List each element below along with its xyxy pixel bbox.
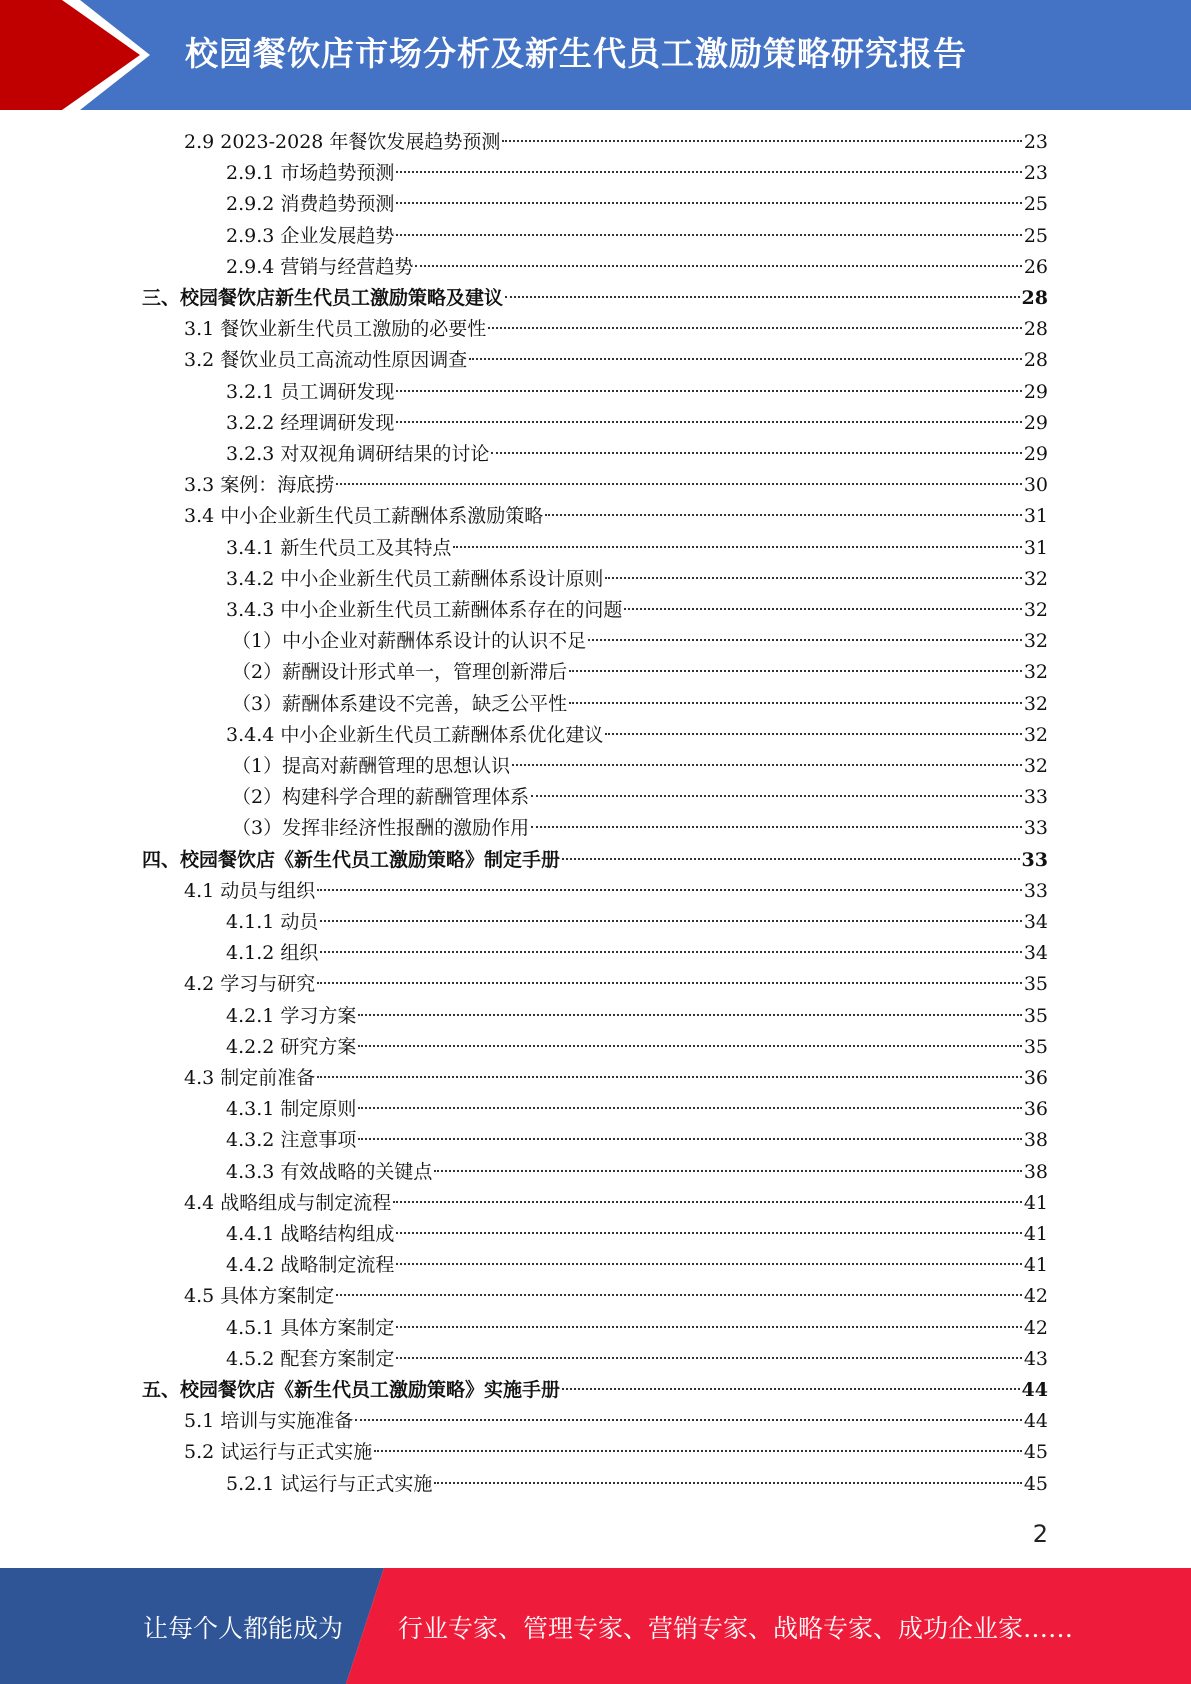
toc-entry[interactable]	[184, 1188, 1048, 1219]
toc-entry-page: 29	[1023, 411, 1048, 434]
toc-entry-page: 32	[1023, 567, 1048, 590]
toc-entry-label: （2）构建科学合理的薪酬管理体系	[232, 786, 530, 809]
toc-entry[interactable]	[142, 1375, 1048, 1406]
toc-entry[interactable]	[184, 127, 1048, 158]
toc-entry-label: 4.3 制定前准备	[184, 1067, 316, 1089]
toc-entry-label: （3）薪酬体系建设不完善，缺乏公平性	[232, 692, 568, 715]
toc-dot-leader	[393, 1201, 1022, 1203]
toc-entry-page: 41	[1023, 1254, 1048, 1277]
toc-entry[interactable]	[226, 1250, 1048, 1281]
toc-entry[interactable]	[226, 1344, 1048, 1375]
toc-entry-label: 4.3.1 制定原则	[226, 1098, 357, 1121]
toc-entry-label: （3）发挥非经济性报酬的激励作用	[232, 817, 530, 840]
header-arrow-decoration	[0, 0, 160, 110]
toc-dot-leader	[434, 1170, 1021, 1172]
toc-entry-page: 44	[1023, 1410, 1048, 1433]
toc-entry[interactable]	[226, 408, 1048, 439]
toc-dot-leader	[396, 1326, 1021, 1328]
toc-entry-page: 32	[1023, 661, 1048, 684]
toc-dot-leader	[355, 1419, 1022, 1421]
toc-dot-leader	[512, 764, 1022, 766]
toc-entry[interactable]	[184, 1063, 1048, 1094]
toc-entry-label: 3.4.2 中小企业新生代员工薪酬体系设计原则	[226, 567, 604, 590]
footer-slogan-right: 行业专家、管理专家、营销专家、战略专家、成功企业家……	[398, 1614, 1074, 1643]
toc-entry[interactable]	[184, 345, 1048, 376]
toc-entry[interactable]	[226, 189, 1048, 220]
toc-entry-page: 42	[1023, 1285, 1048, 1308]
toc-entry[interactable]	[232, 689, 1048, 720]
toc-dot-leader	[491, 452, 1021, 454]
page-footer	[0, 1568, 1191, 1684]
report-title: 校园餐饮店市场分析及新生代员工激励策略研究报告	[185, 34, 967, 73]
toc-dot-leader	[569, 670, 1022, 672]
toc-entry-page: 30	[1023, 474, 1048, 497]
toc-entry[interactable]	[226, 564, 1048, 595]
toc-entry-page: 44	[1021, 1379, 1048, 1401]
toc-entry[interactable]	[226, 1094, 1048, 1125]
toc-entry[interactable]	[226, 1032, 1048, 1063]
toc-entry-page: 28	[1021, 287, 1048, 309]
toc-entry-label: 4.4.2 战略制定流程	[226, 1254, 395, 1277]
toc-dot-leader	[562, 1388, 1020, 1390]
toc-entry[interactable]	[226, 720, 1048, 751]
toc-dot-leader	[502, 140, 1021, 142]
toc-entry-page: 23	[1023, 131, 1048, 153]
toc-dot-leader	[396, 234, 1021, 236]
toc-entry[interactable]	[226, 1125, 1048, 1156]
toc-entry-page: 43	[1023, 1347, 1048, 1370]
toc-entry[interactable]	[226, 938, 1048, 969]
toc-entry[interactable]	[184, 314, 1048, 345]
toc-entry[interactable]	[226, 1157, 1048, 1188]
toc-entry[interactable]	[142, 283, 1048, 314]
toc-entry-page: 33	[1023, 879, 1048, 902]
toc-entry-label: 3.4.3 中小企业新生代员工薪酬体系存在的问题	[226, 599, 623, 621]
toc-dot-leader	[358, 1045, 1021, 1047]
toc-entry-label: 4.4.1 战略结构组成	[226, 1223, 395, 1245]
toc-dot-leader	[317, 889, 1022, 891]
toc-dot-leader	[469, 358, 1022, 360]
toc-entry-page: 33	[1021, 848, 1048, 871]
toc-entry-label: 3.1 餐饮业新生代员工激励的必要性	[184, 318, 487, 341]
toc-entry-label: 三、校园餐饮店新生代员工激励策略及建议	[142, 287, 504, 309]
toc-entry-page: 32	[1023, 755, 1048, 777]
toc-dot-leader	[396, 202, 1021, 204]
toc-dot-leader	[374, 1450, 1022, 1452]
toc-dot-leader	[336, 483, 1022, 485]
toc-entry-page: 34	[1023, 911, 1048, 933]
toc-entry-label: 4.5.1 具体方案制定	[226, 1316, 395, 1339]
toc-entry-page: 34	[1023, 942, 1048, 965]
toc-dot-leader	[453, 546, 1021, 548]
toc-entry[interactable]	[226, 1219, 1048, 1250]
toc-entry[interactable]	[226, 595, 1048, 626]
toc-entry-page: 32	[1023, 692, 1048, 715]
toc-entry-page: 28	[1023, 318, 1048, 341]
toc-entry[interactable]	[232, 626, 1048, 657]
toc-dot-leader	[624, 608, 1021, 610]
toc-entry-label: 4.2.1 学习方案	[226, 1004, 357, 1027]
toc-dot-leader	[396, 1357, 1021, 1359]
toc-entry[interactable]	[226, 439, 1048, 470]
toc-entry-label: 5.2.1 试运行与正式实施	[226, 1472, 433, 1495]
toc-entry-label: 4.3.3 有效战略的关键点	[226, 1160, 433, 1183]
toc-entry-label: 4.5 具体方案制定	[184, 1285, 335, 1308]
toc-entry-label: 3.4.1 新生代员工及其特点	[226, 536, 452, 559]
toc-dot-leader	[488, 327, 1022, 329]
toc-dot-leader	[317, 1076, 1022, 1078]
toc-entry-label: 2.9.4 营销与经营趋势	[226, 255, 414, 278]
toc-entry-page: 23	[1023, 162, 1048, 185]
toc-entry[interactable]	[232, 813, 1048, 844]
toc-entry[interactable]	[226, 533, 1048, 564]
toc-entry[interactable]	[184, 1437, 1048, 1468]
toc-entry[interactable]	[226, 221, 1048, 252]
toc-entry-page: 33	[1023, 817, 1048, 840]
toc-entry-label: 5.2 试运行与正式实施	[184, 1441, 373, 1464]
toc-entry-label: 3.2.1 员工调研发现	[226, 380, 395, 403]
toc-entry-page: 32	[1023, 723, 1048, 746]
toc-dot-leader	[317, 982, 1022, 984]
toc-entry-label: 4.1.2 组织	[226, 942, 319, 965]
toc-entry-page: 42	[1023, 1316, 1048, 1339]
toc-dot-leader	[545, 514, 1022, 516]
toc-entry-label: 3.4.4 中小企业新生代员工薪酬体系优化建议	[226, 723, 604, 746]
toc-dot-leader	[531, 795, 1022, 797]
toc-dot-leader	[358, 1107, 1021, 1109]
toc-entry-page: 35	[1023, 1004, 1048, 1027]
toc-entry-label: 4.2 学习与研究	[184, 973, 316, 996]
toc-entry-page: 28	[1023, 349, 1048, 372]
toc-dot-leader	[562, 858, 1020, 860]
toc-entry-label: （2）薪酬设计形式单一，管理创新滞后	[232, 661, 568, 684]
toc-dot-leader	[569, 702, 1022, 704]
toc-entry-label: 4.2.2 研究方案	[226, 1035, 357, 1058]
toc-dot-leader	[605, 577, 1021, 579]
toc-dot-leader	[396, 421, 1021, 423]
toc-entry-page: 36	[1023, 1098, 1048, 1121]
page-header	[0, 0, 1191, 110]
toc-entry[interactable]	[226, 252, 1048, 283]
toc-entry-label: 3.2.2 经理调研发现	[226, 411, 395, 434]
toc-entry-page: 32	[1023, 630, 1048, 653]
footer-slogan-left: 让每个人都能成为	[143, 1614, 344, 1643]
toc-entry[interactable]	[226, 1469, 1048, 1500]
toc-entry[interactable]	[226, 1001, 1048, 1032]
toc-entry-page: 36	[1023, 1067, 1048, 1089]
toc-entry[interactable]	[142, 845, 1048, 876]
toc-entry[interactable]	[184, 470, 1048, 501]
toc-dot-leader	[505, 296, 1020, 298]
toc-entry[interactable]	[184, 1281, 1048, 1312]
toc-entry[interactable]	[184, 1406, 1048, 1437]
toc-entry-label: 3.3 案例：海底捞	[184, 474, 335, 497]
toc-entry-page: 31	[1023, 505, 1048, 528]
toc-entry[interactable]	[226, 377, 1048, 408]
toc-entry-label: 2.9 2023-2028 年餐饮发展趋势预测	[184, 131, 501, 153]
toc-entry-page: 25	[1023, 193, 1048, 216]
toc-entry-label: 4.4 战略组成与制定流程	[184, 1191, 392, 1214]
toc-entry-label: 2.9.3 企业发展趋势	[226, 224, 395, 247]
toc-dot-leader	[434, 1482, 1021, 1484]
toc-entry-label: 4.3.2 注意事项	[226, 1129, 357, 1152]
toc-dot-leader	[396, 171, 1021, 173]
toc-entry-label: 4.5.2 配套方案制定	[226, 1347, 395, 1370]
toc-entry-page: 33	[1023, 786, 1048, 809]
toc-entry-label: （1）中小企业对薪酬体系设计的认识不足	[232, 630, 587, 653]
toc-entry-page: 45	[1023, 1441, 1048, 1464]
toc-entry-page: 29	[1023, 380, 1048, 403]
toc-entry-label: 3.2.3 对双视角调研结果的讨论	[226, 443, 490, 465]
toc-entry[interactable]	[232, 657, 1048, 688]
toc-entry-page: 32	[1023, 599, 1048, 621]
toc-dot-leader	[588, 639, 1022, 641]
toc-entry[interactable]	[232, 782, 1048, 813]
toc-entry-label: 3.2 餐饮业员工高流动性原因调查	[184, 349, 468, 372]
toc-entry-page: 26	[1023, 255, 1048, 278]
toc-entry[interactable]	[184, 501, 1048, 532]
toc-entry-page: 35	[1023, 1035, 1048, 1058]
toc-entry-page: 25	[1023, 224, 1048, 247]
toc-entry-label: 四、校园餐饮店《新生代员工激励策略》制定手册	[142, 848, 561, 871]
toc-dot-leader	[358, 1014, 1021, 1016]
toc-dot-leader	[531, 826, 1022, 828]
toc-entry-page: 38	[1023, 1160, 1048, 1183]
toc-entry[interactable]	[226, 1313, 1048, 1344]
toc-dot-leader	[396, 1232, 1021, 1234]
toc-entry-label: 4.1 动员与组织	[184, 879, 316, 902]
toc-dot-leader	[396, 1263, 1021, 1265]
toc-entry-page: 45	[1023, 1472, 1048, 1495]
toc-dot-leader	[358, 1138, 1021, 1140]
toc-entry-page: 31	[1023, 536, 1048, 559]
toc-dot-leader	[336, 1294, 1022, 1296]
toc-entry[interactable]	[184, 876, 1048, 907]
toc-entry-label: 5.1 培训与实施准备	[184, 1410, 354, 1433]
toc-entry-label: （1）提高对薪酬管理的思想认识	[232, 755, 511, 777]
toc-entry[interactable]	[184, 969, 1048, 1000]
toc-entry-page: 35	[1023, 973, 1048, 996]
toc-entry-page: 41	[1023, 1191, 1048, 1214]
toc-entry-label: 4.1.1 动员	[226, 911, 319, 933]
toc-dot-leader	[605, 733, 1021, 735]
toc-entry-label: 3.4 中小企业新生代员工薪酬体系激励策略	[184, 505, 544, 528]
page-number: 2	[1032, 1520, 1048, 1548]
toc-dot-leader	[415, 265, 1021, 267]
toc-entry-page: 41	[1023, 1223, 1048, 1245]
toc-entry-label: 五、校园餐饮店《新生代员工激励策略》实施手册	[142, 1379, 561, 1401]
toc-entry-page: 29	[1023, 443, 1048, 465]
toc-entry[interactable]	[226, 158, 1048, 189]
toc-entry[interactable]	[232, 751, 1048, 782]
toc-dot-leader	[320, 920, 1021, 922]
toc-entry[interactable]	[226, 907, 1048, 938]
toc-entry-label: 2.9.1 市场趋势预测	[226, 162, 395, 185]
toc-entry-label: 2.9.2 消费趋势预测	[226, 193, 395, 216]
toc-dot-leader	[396, 390, 1021, 392]
toc-entry-page: 38	[1023, 1129, 1048, 1152]
toc-dot-leader	[320, 951, 1021, 953]
